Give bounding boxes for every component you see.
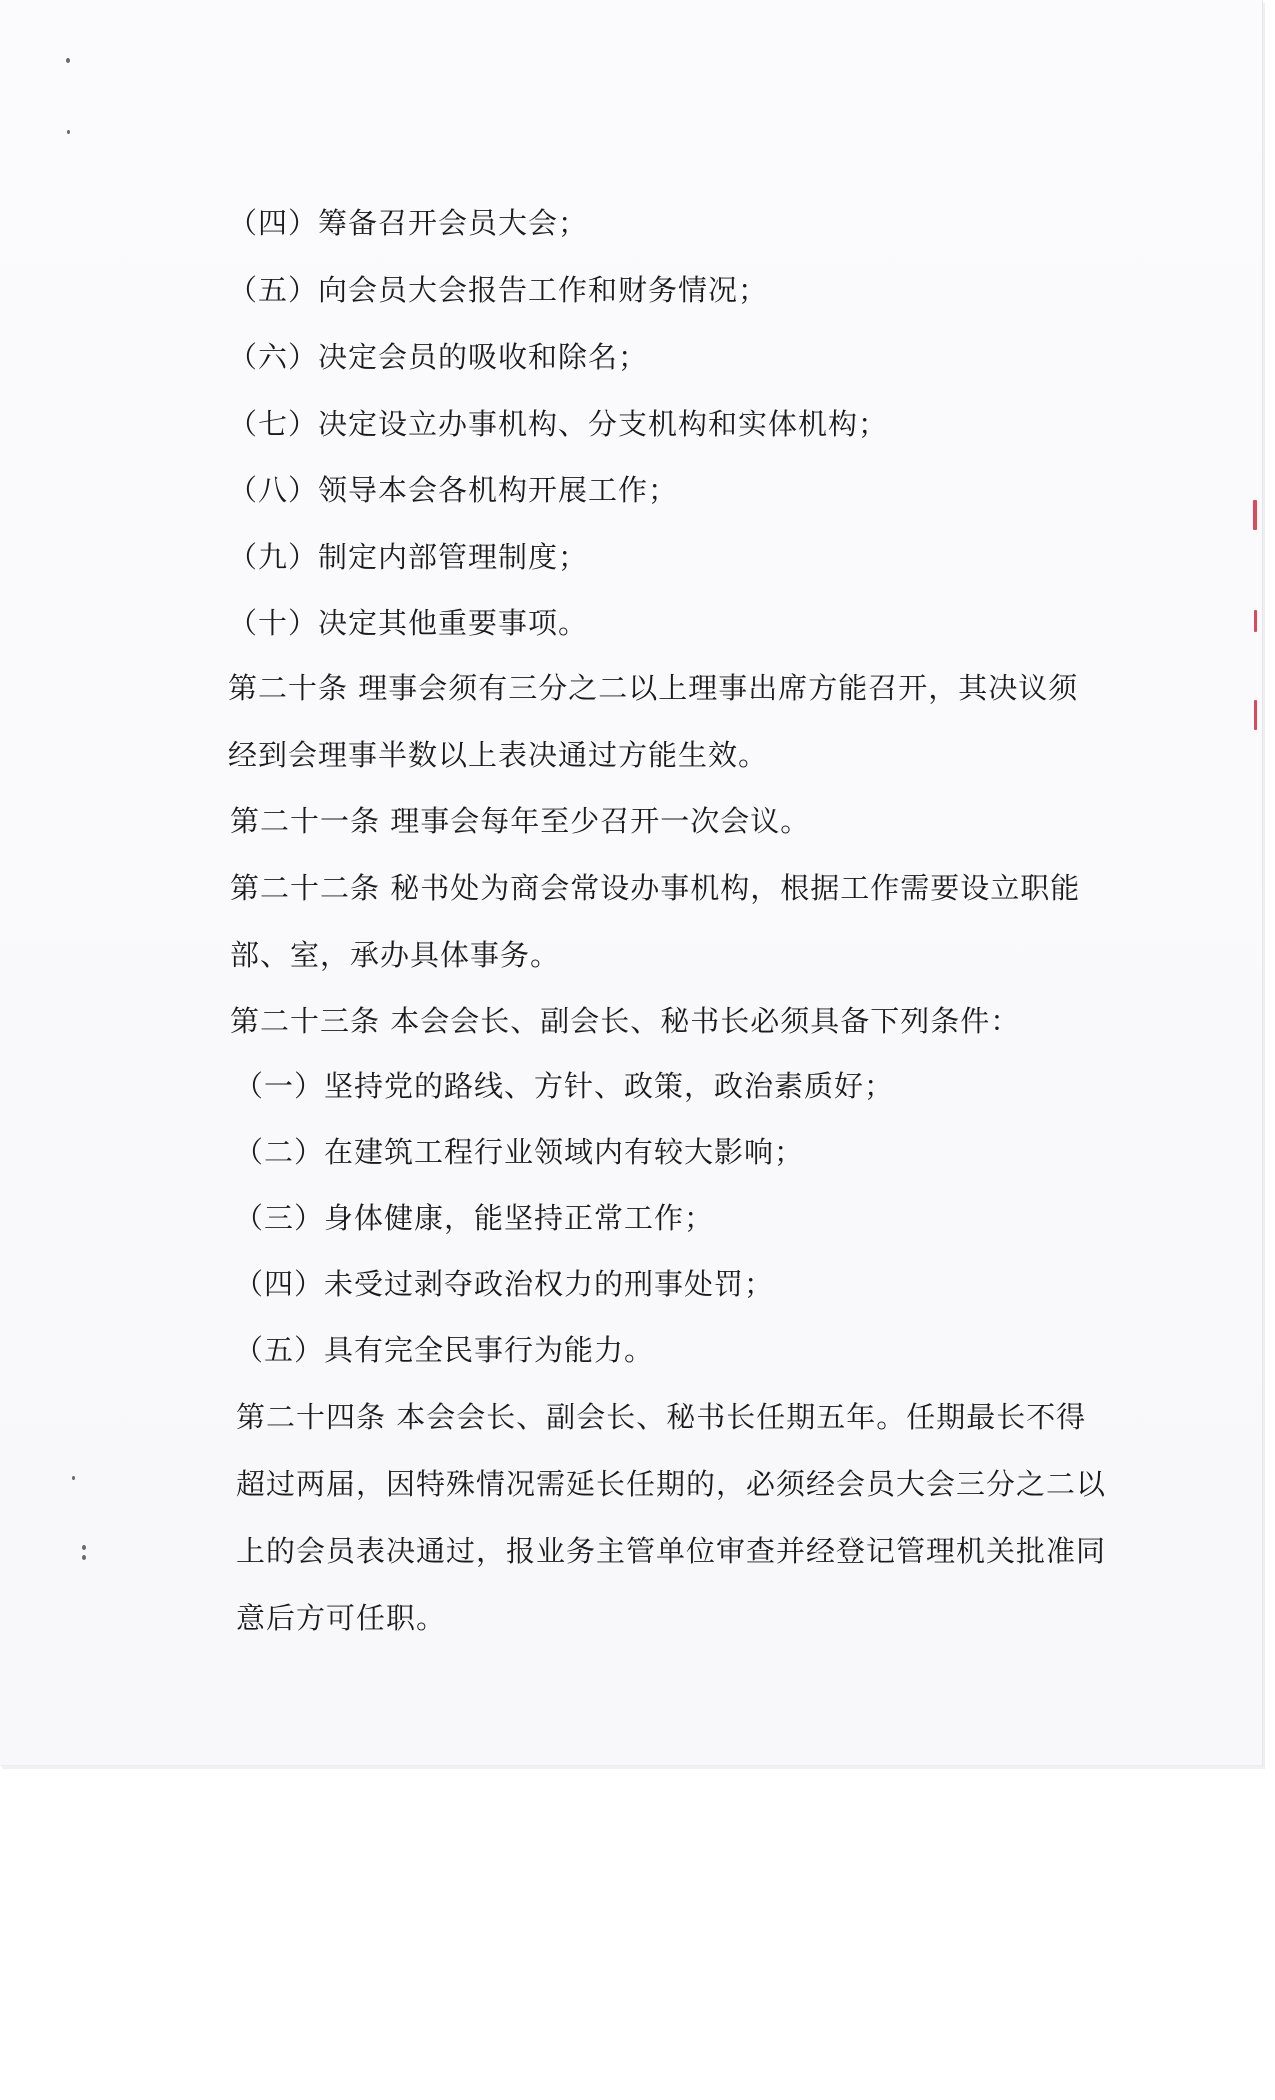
text-line: （七）决定设立办事机构、分支机构和实体机构； xyxy=(228,407,889,441)
text-line: 第二十三条 本会会长、副会长、秘书长必须具备下列条件： xyxy=(230,1004,1021,1038)
text-line: 第二十二条 秘书处为商会常设办事机构，根据工作需要设立职能 xyxy=(230,871,1081,905)
text-line: （一）坚持党的路线、方针、政策，政治素质好； xyxy=(234,1069,895,1103)
text-line: （二）在建筑工程行业领域内有较大影响； xyxy=(234,1135,805,1169)
text-line: （五）向会员大会报告工作和财务情况； xyxy=(228,273,769,307)
text-line: （三）身体健康，能坚持正常工作； xyxy=(234,1201,715,1235)
text-line: 部、室，承办具体事务。 xyxy=(230,938,561,972)
text-line: 经到会理事半数以上表决通过方能生效。 xyxy=(228,738,769,772)
text-line: （四）筹备召开会员大会； xyxy=(228,206,589,240)
text-line: （八）领导本会各机构开展工作； xyxy=(228,473,679,507)
text-line: 第二十一条 理事会每年至少召开一次会议。 xyxy=(230,804,811,838)
text-line: 超过两届，因特殊情况需延长任期的，必须经会员大会三分之二以 xyxy=(236,1467,1107,1501)
text-line: （五）具有完全民事行为能力。 xyxy=(234,1333,655,1367)
text-line: 上的会员表决通过，报业务主管单位审查并经登记管理机关批准同 xyxy=(236,1534,1107,1568)
text-line: （九）制定内部管理制度； xyxy=(228,540,589,574)
text-line: （四）未受过剥夺政治权力的刑事处罚； xyxy=(234,1267,775,1301)
text-line: 意后方可任职。 xyxy=(236,1601,447,1635)
text-line: （十）决定其他重要事项。 xyxy=(228,606,589,640)
text-line: 第二十条 理事会须有三分之二以上理事出席方能召开，其决议须 xyxy=(228,671,1079,705)
text-line: （六）决定会员的吸收和除名； xyxy=(228,340,649,374)
text-line: 第二十四条 本会会长、副会长、秘书长任期五年。任期最长不得 xyxy=(236,1400,1087,1434)
